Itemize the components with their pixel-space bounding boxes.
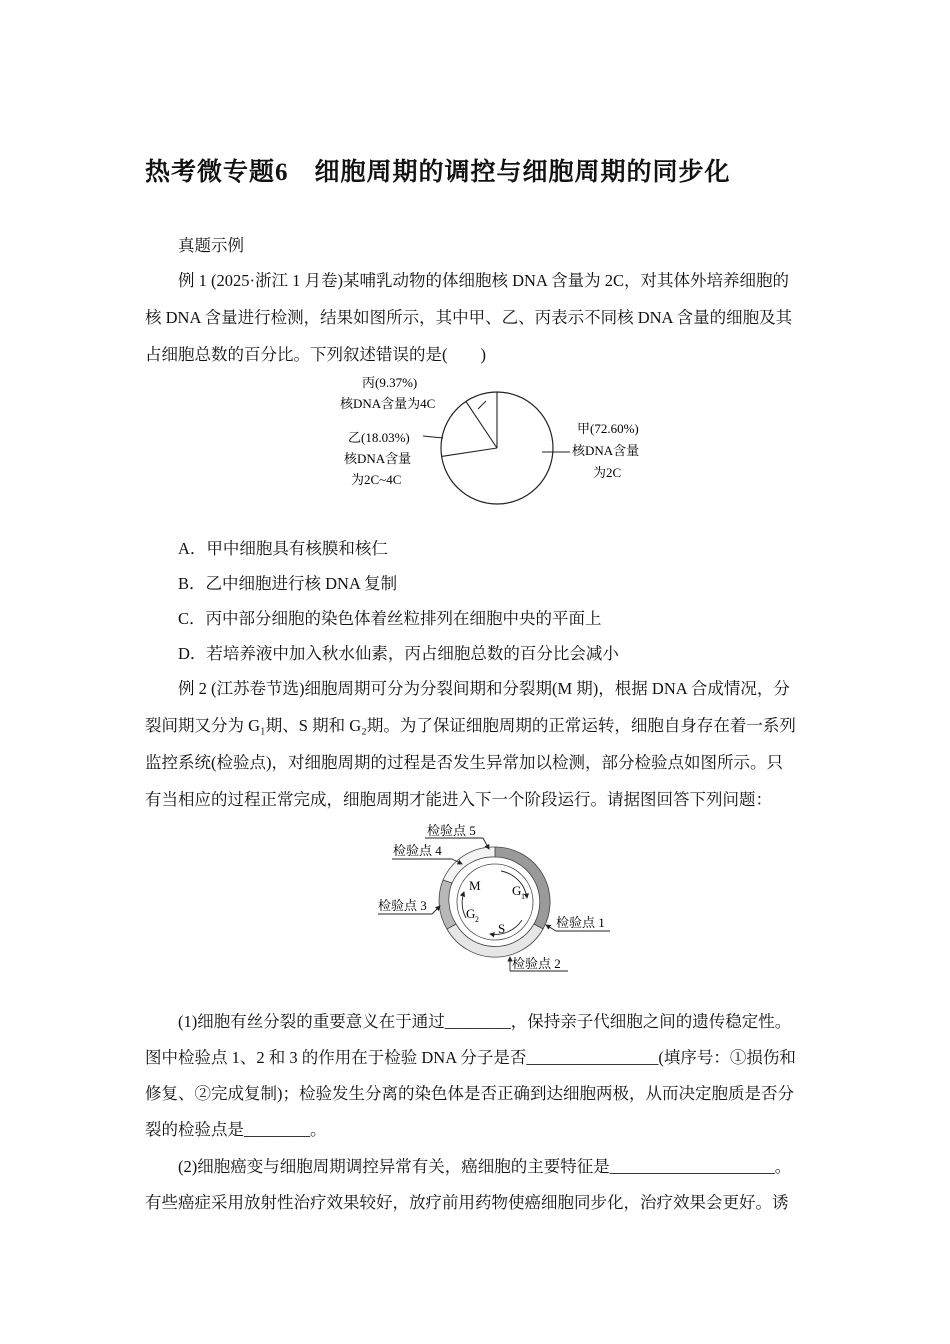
checkpoint-3-label: 检验点 3 — [378, 898, 427, 913]
slice-desc-bing: 核DNA含量为4C — [340, 396, 436, 411]
checkpoint-5-label: 检验点 5 — [427, 823, 476, 838]
checkpoint-3-pointer — [432, 906, 440, 914]
question1-line2: 图中检验点 1、2 和 3 的作用在于检验 DNA 分子是否________________(填序号：①损伤和 — [145, 1048, 796, 1067]
slice-desc1-jia: 核DNA含量 — [572, 443, 640, 458]
slice-desc2-yi: 为2C~4C — [351, 472, 402, 487]
slice-desc2-jia: 为2C — [593, 465, 622, 480]
option-b: B．乙中细胞进行核 DNA 复制 — [178, 574, 398, 593]
checkpoint-1-pointer — [546, 925, 556, 931]
slice-label-yi: 乙(18.03%) — [348, 430, 410, 445]
phase-s: S — [498, 921, 506, 936]
example1-line2: 核 DNA 含量进行检测，结果如图所示，其中甲、乙、丙表示不同核 DNA 含量的细胞及其 — [145, 308, 793, 327]
page-title: 热考微专题6 细胞周期的调控与细胞周期的同步化 — [145, 159, 731, 186]
cell-cycle-diagram — [370, 818, 620, 978]
phase-g1: G — [512, 883, 522, 898]
example2-line3: 监控系统(检验点)，对细胞周期的过程是否发生异常加以检测，部分检验点如图所示。只 — [145, 753, 783, 772]
option-a: A．甲中细胞具有核膜和核仁 — [178, 539, 388, 558]
example2-line2: 裂间期又分为 G₁期、S 期和 G₂期。为了保证细胞周期的正常运转，细胞自身存在着一系列 — [145, 716, 796, 735]
example2-line1: 例 2 (江苏卷节选)细胞周期可分为分裂间期和分裂期(M 期)，根据 DNA 合成情况，分 — [178, 679, 790, 698]
example1-line3: 占细胞总数的百分比。下列叙述错误的是( ) — [145, 345, 486, 364]
phase-g1-sub: 1 — [521, 892, 525, 901]
slice-label-bing: 丙(9.37%) — [362, 375, 418, 390]
phase-g2: G — [466, 906, 476, 921]
slice-desc1-yi: 核DNA含量 — [344, 451, 412, 466]
slice-label-jia: 甲(72.60%) — [577, 421, 639, 436]
checkpoint-2-label: 检验点 2 — [512, 956, 561, 971]
ring-segment-g2 — [439, 880, 456, 929]
question1-line1: (1)细胞有丝分裂的重要意义在于通过________，保持亲子代细胞之间的遗传稳定性。 — [178, 1012, 792, 1031]
checkpoint-4-label: 检验点 4 — [393, 843, 442, 858]
dna-content-pie-chart — [320, 368, 670, 513]
inner-circle — [457, 864, 533, 940]
checkpoint-1-label: 检验点 1 — [556, 915, 605, 930]
option-d: D．若培养液中加入秋水仙素，丙占细胞总数的百分比会减小 — [178, 644, 619, 663]
example1-line1: 例 1 (2025·浙江 1 月卷)某哺乳动物的体细胞核 DNA 含量为 2C，对其体外培养细胞的 — [178, 271, 789, 290]
leader-line-yi — [423, 436, 443, 438]
question1-line3: 修复、②完成复制)；检验发生分离的染色体是否正确到达细胞两极，从而决定胞质是否分 — [145, 1084, 794, 1103]
question1-line4: 裂的检验点是________。 — [145, 1120, 327, 1139]
option-c: C．丙中部分细胞的染色体着丝粒排列在细胞中央的平面上 — [178, 609, 602, 628]
question2-line1: (2)细胞癌变与细胞周期调控异常有关，癌细胞的主要特征是____________________。 — [178, 1157, 792, 1176]
phase-g2-sub: 2 — [475, 915, 479, 924]
section-heading: 真题示例 — [178, 236, 244, 255]
example2-line4: 有当相应的过程正常完成，细胞周期才能进入下一个阶段运行。请据图回答下列问题： — [145, 790, 772, 809]
phase-m: M — [469, 878, 481, 893]
question2-line2: 有些癌症采用放射性治疗效果较好，放疗前用药物使癌细胞同步化，治疗效果会更好。诱 — [145, 1193, 789, 1212]
